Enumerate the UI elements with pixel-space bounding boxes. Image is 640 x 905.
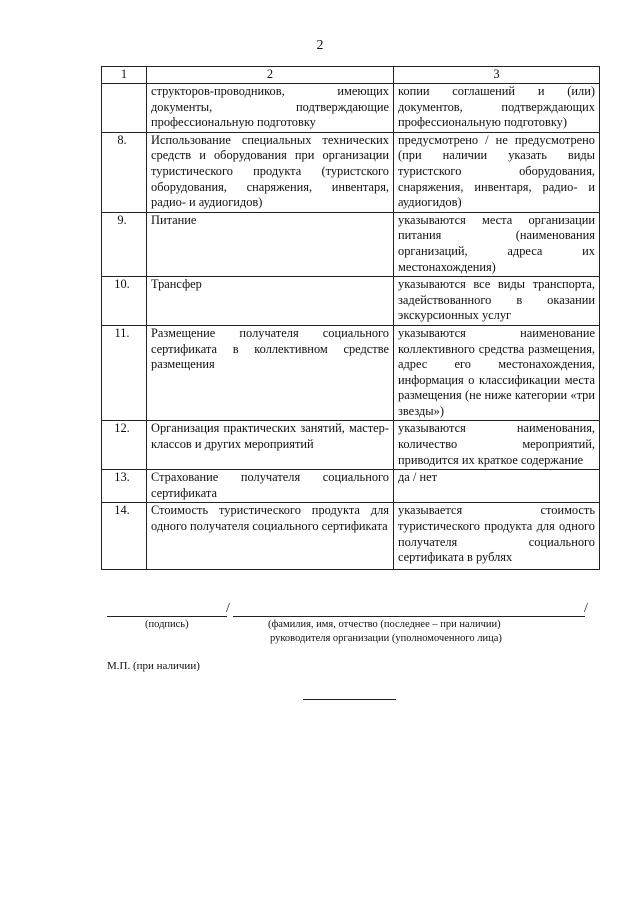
row-number: 14. xyxy=(102,503,147,569)
row-parameter: Организация практических занятий, мастер-классов и других мероприятий xyxy=(147,421,394,470)
row-value: указывается стоимость туристического продукта для одного получателя социального сертификата в рублях xyxy=(394,503,600,569)
table-row xyxy=(102,212,600,276)
full-name-line xyxy=(233,616,585,617)
row-number: 13. xyxy=(102,470,147,503)
row-value: указываются все виды транспорта, задействованного в оказании экскурсионных услуг xyxy=(394,277,600,326)
row-value: да / нет xyxy=(394,470,600,503)
column-header: 1 xyxy=(102,67,147,84)
table-row xyxy=(102,325,600,421)
table-header-row xyxy=(102,67,600,84)
row-number: 11. xyxy=(102,325,147,421)
row-parameter: Трансфер xyxy=(147,277,394,326)
row-number: 9. xyxy=(102,212,147,276)
column-header: 2 xyxy=(147,67,394,84)
row-parameter: Использование специальных технических средств и оборудования при организации туристического продукта (туристского оборудования, снаряжения, инвентаря, радио- и аудиогидов) xyxy=(147,132,394,212)
row-parameter: структоров-проводников, имеющих документы, подтверждающие профессиональную подготовку xyxy=(147,84,394,133)
stamp-label: М.П. (при наличии) xyxy=(107,660,200,672)
signature-caption: (подпись) xyxy=(145,619,189,630)
page-number: 2 xyxy=(316,38,324,53)
certificate-table xyxy=(101,66,600,570)
table-row xyxy=(102,84,600,133)
table-row xyxy=(102,470,600,503)
row-parameter: Стоимость туристического продукта для одного получателя социального сертификата xyxy=(147,503,394,569)
official-caption: руководителя организации (уполномоченного лица) xyxy=(270,633,502,644)
row-parameter: Размещение получателя социального сертификата в коллективном средстве размещения xyxy=(147,325,394,421)
table-row xyxy=(102,277,600,326)
full-name-end-slash: / xyxy=(584,601,588,616)
table-row xyxy=(102,503,600,569)
row-number: 10. xyxy=(102,277,147,326)
end-of-document-line xyxy=(303,699,396,700)
full-name-caption: (фамилия, имя, отчество (последнее – при наличии) xyxy=(268,619,501,630)
table-row xyxy=(102,132,600,212)
row-value: предусмотрено / не предусмотрено (при наличии указать виды туристского оборудования, снаряжения, инвентаря, радио- и аудиогидов) xyxy=(394,132,600,212)
row-value: указываются места организации питания (наименования организаций, адреса их местонахождения) xyxy=(394,212,600,276)
row-value: копии соглашений и (или) документов, подтверждающих профессиональную подготовку) xyxy=(394,84,600,133)
signature-line xyxy=(107,616,227,617)
row-number xyxy=(102,84,147,133)
row-number: 12. xyxy=(102,421,147,470)
column-header: 3 xyxy=(394,67,600,84)
row-value: указываются наименование коллективного средства размещения, адрес его местонахождения, информация о классификации места размещения (не ниже категории «три звезды») xyxy=(394,325,600,421)
signature-separator: / xyxy=(226,601,230,616)
row-value: указываются наименования, количество мероприятий, приводится их краткое содержание xyxy=(394,421,600,470)
row-parameter: Питание xyxy=(147,212,394,276)
table-row xyxy=(102,421,600,470)
row-parameter: Страхование получателя социального сертификата xyxy=(147,470,394,503)
row-number: 8. xyxy=(102,132,147,212)
